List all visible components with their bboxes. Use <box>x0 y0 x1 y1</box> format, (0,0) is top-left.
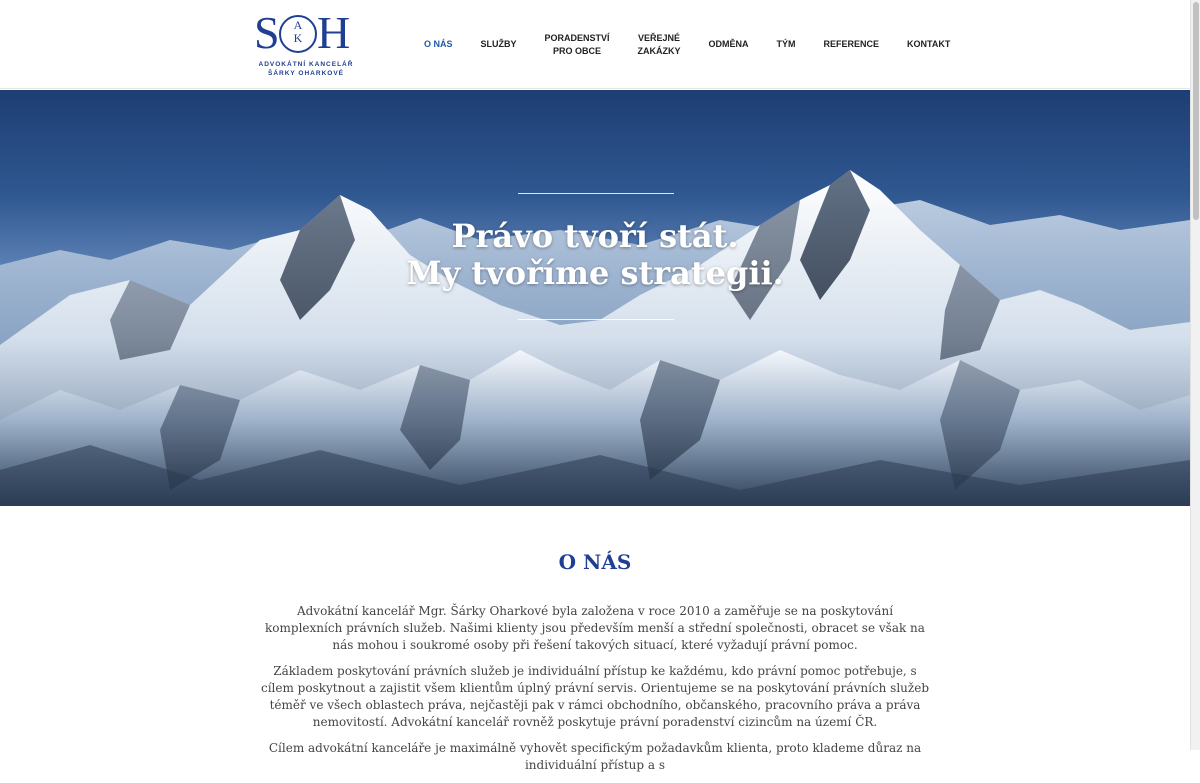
nav-item-sluzby[interactable] <box>481 38 517 51</box>
nav-item-label: SLUŽBY <box>480 39 517 49</box>
logo-subtitle-line2: ŠÁRKY OHARKOVÉ <box>267 70 344 77</box>
hero-banner <box>0 90 1190 506</box>
nav-item-label-line1: VEŘEJNÉ <box>638 32 681 43</box>
about-paragraph: Cílem advokátní kanceláře je maximálně vyhovět specifickým požadavkům klienta, proto klademe důraz na individuální přístup a s <box>268 741 922 772</box>
logo[interactable] <box>253 7 359 82</box>
nav-item-label-line2: ZAKÁZKY <box>637 45 681 56</box>
nav-item-o-nas[interactable] <box>424 38 453 51</box>
logo-ak-bottom: K <box>293 31 303 45</box>
mountain-image <box>0 90 1190 506</box>
nav-item-reference[interactable] <box>824 38 880 51</box>
page-scrollbar[interactable] <box>1190 0 1200 750</box>
logo-letter-h: H <box>317 7 351 58</box>
nav-item-label: O NÁS <box>424 39 453 49</box>
hero-title <box>300 218 890 292</box>
nav-item-label: REFERENCE <box>823 39 880 49</box>
about-paragraph: Advokátní kancelář Mgr. Šárky Oharkové byla založena v roce 2010 a zaměřuje se na poskytování komplexních právních služeb. Našimi klienty jsou především menší a střední společnosti, obracet se však na nás mohou i soukromé osoby při řešení takových situací, které vyžadují právní pomoc. <box>265 604 925 652</box>
nav-item-label: ODMĚNA <box>708 39 749 49</box>
nav-item-poradenstvi[interactable] <box>545 32 610 58</box>
nav-item-label: KONTAKT <box>907 39 951 49</box>
main-nav <box>424 0 950 89</box>
hero-divider-bottom <box>518 319 674 320</box>
nav-item-label-line1: PORADENSTVÍ <box>544 32 610 43</box>
nav-item-kontakt[interactable] <box>907 38 950 51</box>
nav-item-label-line2: PRO OBCE <box>553 45 602 56</box>
hero-title-line1: Právo tvoří stát. <box>451 217 739 255</box>
logo-letter-s: S <box>254 7 280 58</box>
nav-item-tym[interactable] <box>777 38 796 51</box>
site-header <box>0 0 1190 89</box>
nav-item-odmena[interactable] <box>709 38 749 51</box>
logo-ak <box>285 19 311 45</box>
logo-ak-top: A <box>293 18 303 32</box>
nav-item-verejne-zakazky[interactable] <box>638 32 681 58</box>
logo-subtitle-line1: ADVOKÁTNÍ KANCELÁŘ <box>258 61 354 68</box>
about-paragraph: Základem poskytování právních služeb je individuální přístup ke každému, kdo právní pomoc potřebuje, s cílem poskytnout a zajistit všem klientům úplný právní servis. Orientujeme se na poskytování právních služeb téměř ve všech oblastech práva, nejčastěji pak v rámci obchodního, občanského, pracovního práva a práva nemovitostí. Advokátní kancelář rovněž poskytuje právní poradenství cizincům na území ČR. <box>260 664 930 729</box>
scrollbar-thumb[interactable] <box>1193 2 1199 220</box>
logo-subtitle <box>253 60 359 78</box>
hero-divider-top <box>518 193 674 194</box>
hero-title-line2: My tvoříme strategii. <box>406 254 784 292</box>
logo-mark <box>253 7 359 58</box>
about-heading: O NÁS <box>558 550 632 574</box>
about-text <box>260 603 930 783</box>
nav-item-label: TÝM <box>776 39 796 49</box>
